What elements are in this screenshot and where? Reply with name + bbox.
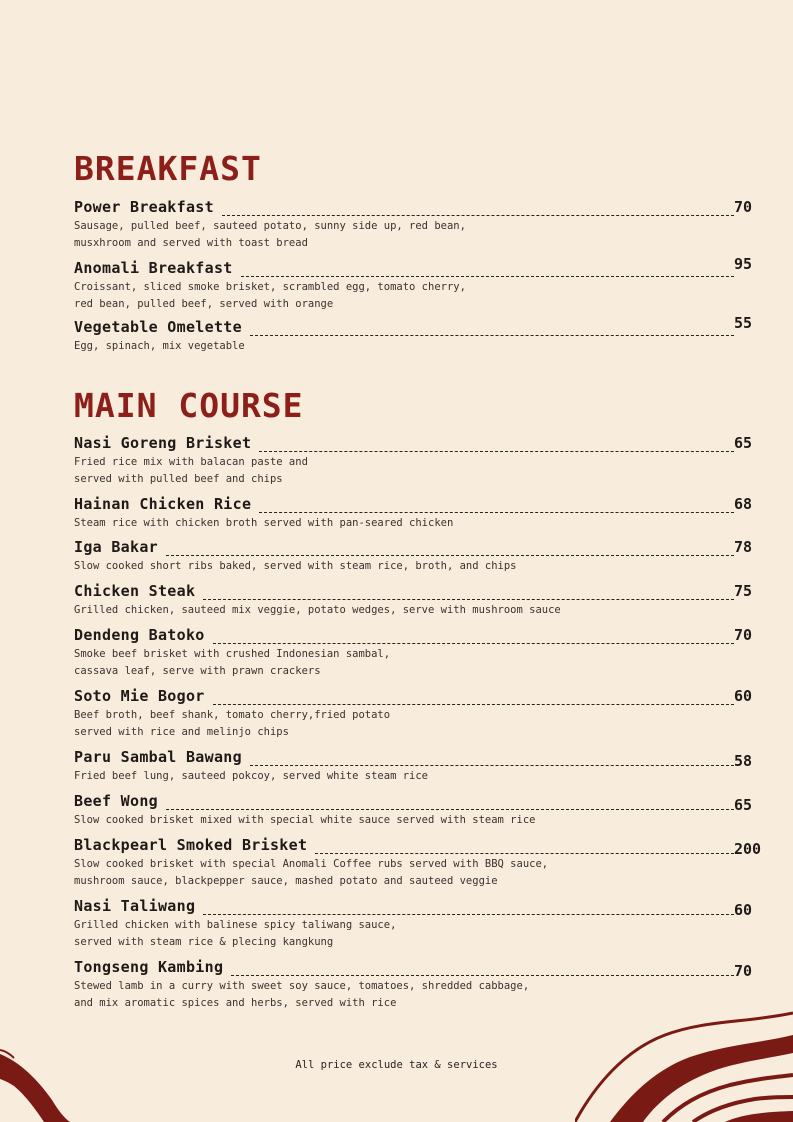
item-price: 55 — [734, 314, 753, 332]
dotted-leader — [241, 275, 734, 277]
menu-item — [74, 255, 753, 312]
item-price: 75 — [734, 582, 753, 600]
item-price: 65 — [734, 434, 753, 452]
dotted-leader — [203, 598, 734, 600]
item-price: 95 — [734, 255, 753, 273]
item-description: Slow cooked brisket with special Anomali Coffee rubs served with BBQ sauce, mushroom sauce, blackpepper sauce, mashed potato and sauteed veggie — [74, 858, 549, 887]
dotted-leader — [259, 511, 734, 513]
item-price: 58 — [734, 752, 753, 770]
item-description: Beef broth, beef shank, tomato cherry,fried potato served with rice and melinjo chips — [74, 709, 391, 738]
item-name: Dendeng Batoko — [74, 626, 205, 644]
item-description: Grilled chicken, sauteed mix veggie, potato wedges, serve with mushroom sauce — [74, 604, 561, 616]
breakfast-title: BREAKFAST — [74, 149, 262, 188]
item-description: Sausage, pulled beef, sauteed potato, sunny side up, red bean, musxhroom and served with toast bread — [74, 220, 466, 249]
menu-item — [74, 538, 753, 575]
dotted-leader — [203, 913, 734, 915]
item-description: Steam rice with chicken broth served with pan-seared chicken — [74, 517, 454, 529]
menu-item — [74, 687, 753, 740]
item-description: Stewed lamb in a curry with sweet soy sauce, tomatoes, shredded cabbage, and mix aromatic spices and herbs, served with rice — [74, 980, 530, 1009]
item-description: Slow cooked short ribs baked, served with steam rice, broth, and chips — [74, 560, 517, 572]
dotted-leader — [231, 974, 734, 976]
dotted-leader — [166, 554, 734, 556]
item-name: Beef Wong — [74, 792, 158, 810]
brush-stroke-left-decoration — [0, 1040, 90, 1122]
item-name: Soto Mie Bogor — [74, 687, 205, 705]
main-course-title: MAIN COURSE — [74, 386, 304, 425]
item-price: 78 — [734, 538, 753, 556]
item-name: Nasi Taliwang — [74, 897, 196, 915]
item-price: 70 — [734, 962, 753, 980]
item-name: Paru Sambal Bawang — [74, 748, 242, 766]
menu-item — [74, 314, 753, 355]
item-description: Slow cooked brisket mixed with special white sauce served with steam rice — [74, 814, 536, 826]
brush-stroke-right-decoration — [575, 1005, 793, 1122]
price-note: All price exclude tax & services — [295, 1059, 498, 1071]
item-price: 60 — [734, 901, 753, 919]
menu-item — [74, 897, 753, 950]
item-price: 70 — [734, 626, 753, 644]
item-price: 65 — [734, 796, 753, 814]
menu-item — [74, 958, 753, 1011]
item-name: Anomali Breakfast — [74, 259, 233, 277]
item-name: Blackpearl Smoked Brisket — [74, 836, 308, 854]
dotted-leader — [213, 642, 734, 644]
item-description: Croissant, sliced smoke brisket, scrambled egg, tomato cherry, red bean, pulled beef, served with orange — [74, 281, 466, 310]
dotted-leader — [250, 764, 734, 766]
menu-item — [74, 582, 753, 619]
item-description: Smoke beef brisket with crushed Indonesian sambal, cassava leaf, serve with prawn crackers — [74, 648, 391, 677]
dotted-leader — [222, 214, 734, 216]
item-name: Iga Bakar — [74, 538, 158, 556]
item-description: Fried beef lung, sauteed pokcoy, served white steam rice — [74, 770, 429, 782]
menu-item — [74, 434, 753, 487]
menu-item — [74, 198, 753, 251]
dotted-leader — [213, 703, 734, 705]
dotted-leader — [315, 852, 734, 854]
item-name: Hainan Chicken Rice — [74, 495, 252, 513]
item-name: Power Breakfast — [74, 198, 214, 216]
item-price: 60 — [734, 687, 753, 705]
menu-item — [74, 836, 762, 889]
item-price: 200 — [734, 840, 762, 858]
menu-item — [74, 748, 753, 785]
menu-item — [74, 626, 753, 679]
menu-item — [74, 792, 753, 829]
item-description: Grilled chicken with balinese spicy taliwang sauce, served with steam rice & plecing kangkung — [74, 919, 397, 948]
item-price: 70 — [734, 198, 753, 216]
item-description: Fried rice mix with balacan paste and served with pulled beef and chips — [74, 456, 308, 485]
menu-item — [74, 495, 753, 532]
item-name: Vegetable Omelette — [74, 318, 242, 336]
item-name: Chicken Steak — [74, 582, 196, 600]
item-name: Tongseng Kambing — [74, 958, 224, 976]
dotted-leader — [166, 808, 734, 810]
item-description: Egg, spinach, mix vegetable — [74, 340, 245, 352]
item-name: Nasi Goreng Brisket — [74, 434, 252, 452]
item-price: 68 — [734, 495, 753, 513]
dotted-leader — [250, 334, 734, 336]
dotted-leader — [259, 450, 734, 452]
